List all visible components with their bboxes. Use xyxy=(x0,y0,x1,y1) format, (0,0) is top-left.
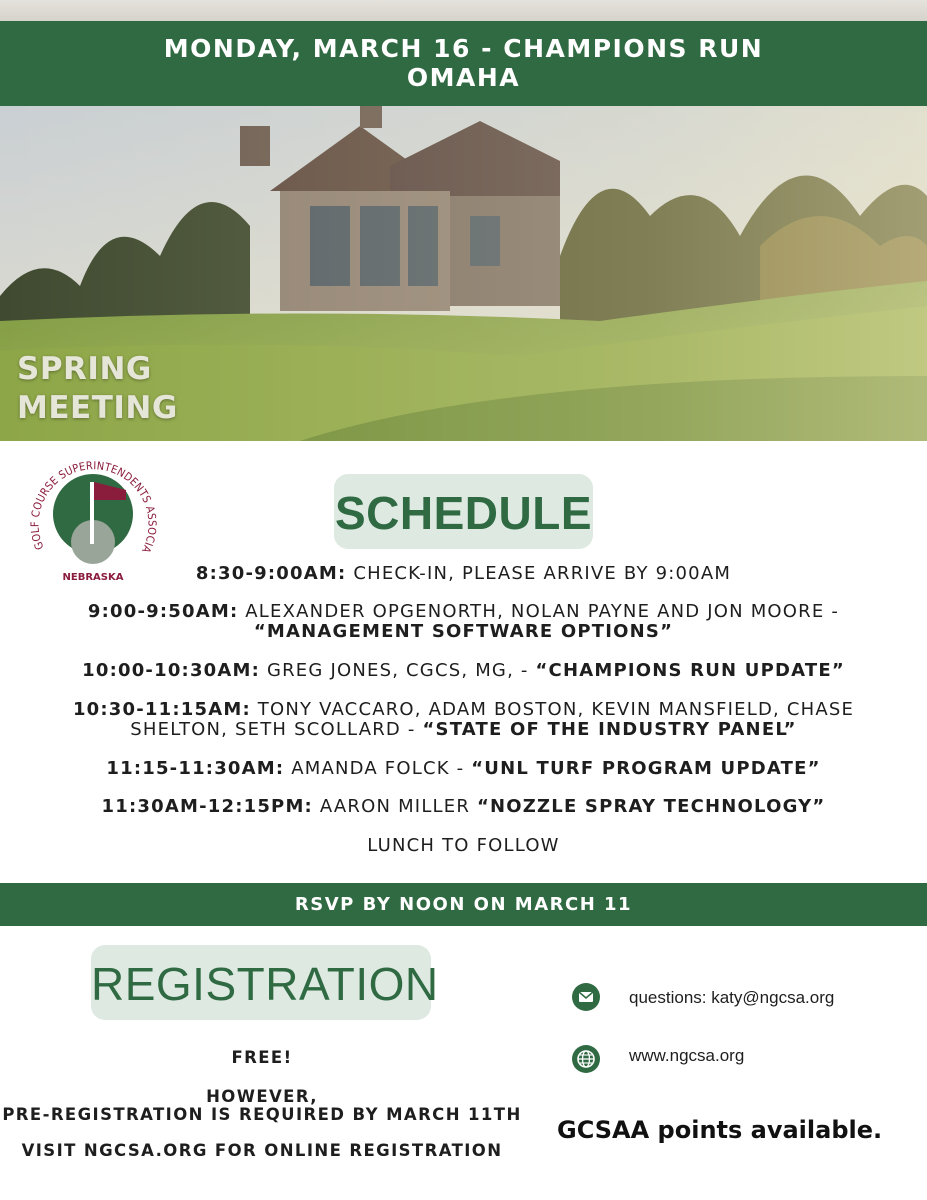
schedule-time: 11:15-11:30AM: xyxy=(106,758,285,779)
logo-state-text: NEBRASKA xyxy=(62,572,124,583)
registration-preregistration: PRE-REGISTRATION IS REQUIRED BY MARCH 11TH xyxy=(2,1105,522,1124)
event-date-venue: MONDAY, MARCH 16 - CHAMPIONS RUN xyxy=(163,34,764,63)
schedule-item-unl-turf xyxy=(40,759,887,779)
schedule-session-title: “STATE OF THE INDUSTRY PANEL” xyxy=(422,719,797,740)
hero-title-line1: SPRING xyxy=(17,351,152,387)
registration-free: FREE! xyxy=(231,1048,293,1067)
rsvp-banner: RSVP BY NOON ON MARCH 11 xyxy=(0,883,927,926)
schedule-text: AMANDA FOLCK - xyxy=(291,758,465,779)
contact-website[interactable]: www.ngcsa.org xyxy=(629,1046,745,1065)
logo-arc-text: GOLF COURSE SUPERINTENDENTS ASSOCIA xyxy=(28,459,159,555)
schedule-item-industry-panel xyxy=(40,700,887,740)
schedule-text: TONY VACCARO, ADAM BOSTON, KEVIN MANSFIELD, CHASE xyxy=(257,699,855,720)
registration-visit-website: VISIT NGCSA.ORG FOR ONLINE REGISTRATION xyxy=(21,1141,503,1160)
schedule-time: 11:30AM-12:15PM: xyxy=(101,796,313,817)
schedule-text: GREG JONES, CGCS, MG, - xyxy=(266,660,529,681)
schedule-heading: SCHEDULE xyxy=(334,474,593,549)
schedule-session-title: “CHAMPIONS RUN UPDATE” xyxy=(535,660,845,681)
gcsaa-points-note: GCSAA points available. xyxy=(557,1116,883,1144)
schedule-text: AARON MILLER xyxy=(319,796,471,817)
contact-email[interactable]: questions: katy@ngcsa.org xyxy=(629,988,835,1007)
schedule-time: 9:00-9:50AM: xyxy=(87,601,239,622)
globe-icon xyxy=(572,1045,600,1073)
schedule-session-title: “UNL TURF PROGRAM UPDATE” xyxy=(471,758,821,779)
event-city: OMAHA xyxy=(406,63,521,92)
registration-heading: REGISTRATION xyxy=(91,945,431,1020)
schedule-item-champions-run-update xyxy=(40,661,887,681)
schedule-text: CHECK-IN, PLEASE ARRIVE BY 9:00AM xyxy=(353,563,732,584)
top-photo-strip xyxy=(0,0,927,21)
schedule-item-checkin xyxy=(40,564,887,584)
clubhouse-photo xyxy=(0,106,927,441)
schedule-footer: LUNCH TO FOLLOW xyxy=(367,835,560,856)
hero-title-line2: MEETING xyxy=(17,390,178,426)
schedule-text-cont: SHELTON, SETH SCOLLARD - xyxy=(130,719,416,740)
schedule-time: 10:30-11:15AM: xyxy=(72,699,251,720)
schedule-item-nozzle-spray xyxy=(40,797,887,817)
spring-meeting-title xyxy=(17,350,178,428)
schedule-time: 8:30-9:00AM: xyxy=(195,563,347,584)
schedule-item-management-software xyxy=(40,602,887,642)
registration-however: HOWEVER, xyxy=(206,1087,318,1106)
schedule-session-title: “MANAGEMENT SOFTWARE OPTIONS” xyxy=(253,621,674,642)
schedule-time: 10:00-10:30AM: xyxy=(82,660,261,681)
event-banner xyxy=(0,21,927,106)
schedule-text: ALEXANDER OPGENORTH, NOLAN PAYNE AND JON MOORE - xyxy=(245,601,840,622)
mail-icon xyxy=(572,983,600,1011)
schedule-session-title: “NOZZLE SPRAY TECHNOLOGY” xyxy=(476,796,826,817)
